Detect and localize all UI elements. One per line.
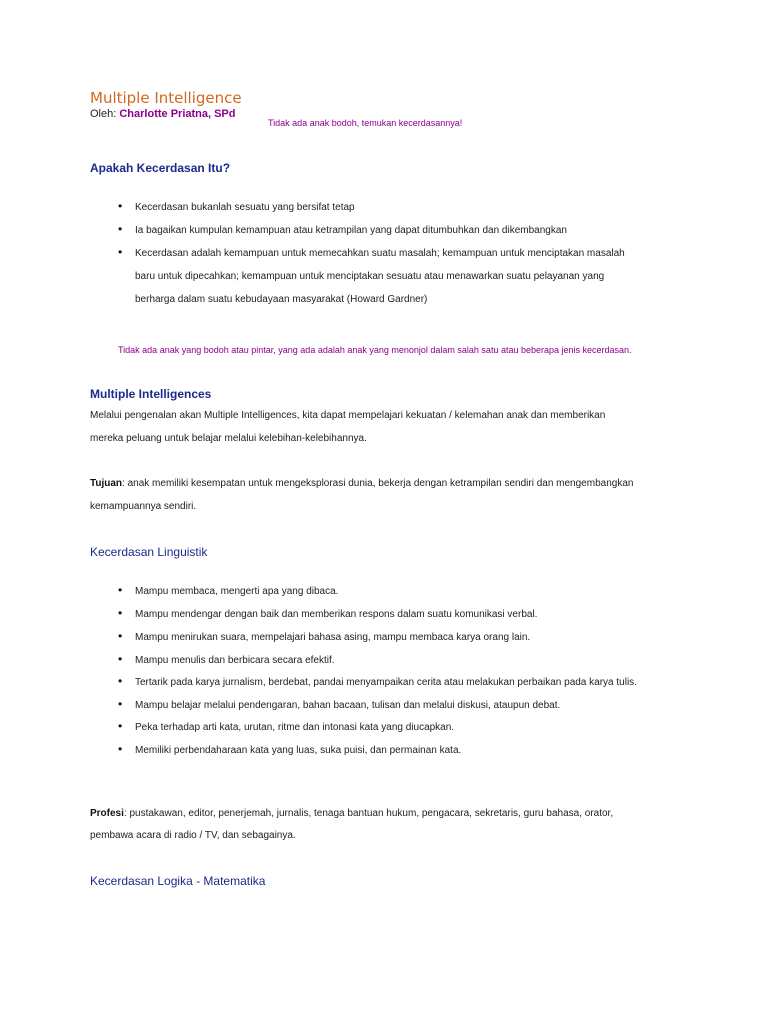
bullet-icon: • — [118, 606, 123, 620]
bullet-icon: • — [118, 697, 123, 711]
section-heading-kecerdasan: Apakah Kecerdasan Itu? — [90, 161, 231, 175]
bullet-icon: • — [118, 583, 123, 597]
section-heading-linguistik: Kecerdasan Linguistik — [90, 545, 208, 559]
tagline: Tidak ada anak bodoh, temukan kecerdasannya! — [268, 118, 463, 128]
profesi-paragraph — [90, 808, 613, 819]
profesi-label: Profesi — [90, 808, 124, 819]
list-item: Mampu belajar melalui pendengaran, bahan bacaan, tulisan dan melalui diskusi, ataupun debat. — [135, 700, 561, 711]
paragraph-line: kemampuannya sendiri. — [90, 501, 197, 512]
bullet-icon: • — [118, 742, 123, 756]
bullet-icon: • — [118, 629, 123, 643]
list-item-continuation: baru untuk dipecahkan; kemampuan untuk menciptakan sesuatu atau menawarkan suatu pelayanan yang — [135, 271, 605, 282]
paragraph-line: pembawa acara di radio / TV, dan sebagainya. — [90, 830, 296, 841]
list-item: Kecerdasan bukanlah sesuatu yang bersifat tetap — [135, 202, 355, 213]
bullet-icon: • — [118, 222, 123, 236]
highlight-quote: Tidak ada anak yang bodoh atau pintar, yang ada adalah anak yang menonjol dalam salah satu atau beberapa jenis kecerdasan. — [118, 345, 632, 355]
bullet-icon: • — [118, 719, 123, 733]
bullet-icon: • — [118, 245, 123, 259]
bullet-icon: • — [118, 674, 123, 688]
list-item: Tertarik pada karya jurnalism, berdebat, pandai menyampaikan cerita atau melakukan perbaikan pada karya tulis. — [135, 677, 637, 688]
profesi-text: : pustakawan, editor, penerjemah, jurnalis, tenaga bantuan hukum, pengacara, sekretaris, guru bahasa, orator, — [123, 808, 614, 819]
list-item: Mampu mendengar dengan baik dan memberikan respons dalam suatu komunikasi verbal. — [135, 609, 538, 620]
tujuan-paragraph — [90, 478, 633, 489]
section-heading-logika-matematika — [90, 874, 265, 888]
list-item: Mampu menirukan suara, mempelajari bahasa asing, mampu membaca karya orang lain. — [135, 632, 531, 643]
list-item: Memiliki perbendaharaan kata yang luas, suka puisi, dan permainan kata. — [135, 745, 462, 756]
bullet-icon: • — [118, 652, 123, 666]
byline — [90, 108, 236, 120]
tujuan-text: : anak memiliki kesempatan untuk mengeksplorasi dunia, bekerja dengan ketrampilan sendiri dan mengembangkan — [122, 478, 634, 489]
section-heading-multiple-intelligences: Multiple Intelligences — [90, 387, 212, 401]
list-item: Peka terhadap arti kata, urutan, ritme dan intonasi kata yang diucapkan. — [135, 722, 455, 733]
document-title: Multiple Intelligence — [90, 89, 242, 107]
paragraph-line: mereka peluang untuk belajar melalui kelebihan-kelebihannya. — [90, 433, 367, 444]
list-item: Mampu membaca, mengerti apa yang dibaca. — [135, 586, 339, 597]
tujuan-label: Tujuan — [90, 478, 123, 489]
list-item-continuation: berharga dalam suatu kebudayaan masyarakat (Howard Gardner) — [135, 294, 428, 305]
heading-text: Kecerdasan Logika - Matematika — [90, 874, 266, 888]
list-item: Kecerdasan adalah kemampuan untuk memecahkan suatu masalah; kemampuan untuk menciptakan masalah — [135, 248, 625, 259]
list-item: Mampu menulis dan berbicara secara efektif. — [135, 655, 335, 666]
paragraph-line: Melalui pengenalan akan Multiple Intelligences, kita dapat mempelajari kekuatan / kelemahan anak dan memberikan — [90, 410, 606, 421]
author-name: Charlotte Priatna, SPd — [119, 108, 236, 120]
byline-label: Oleh: — [90, 108, 120, 120]
list-item: Ia bagaikan kumpulan kemampuan atau ketrampilan yang dapat ditumbuhkan dan dikembangkan — [135, 225, 567, 236]
bullet-icon: • — [118, 199, 123, 213]
